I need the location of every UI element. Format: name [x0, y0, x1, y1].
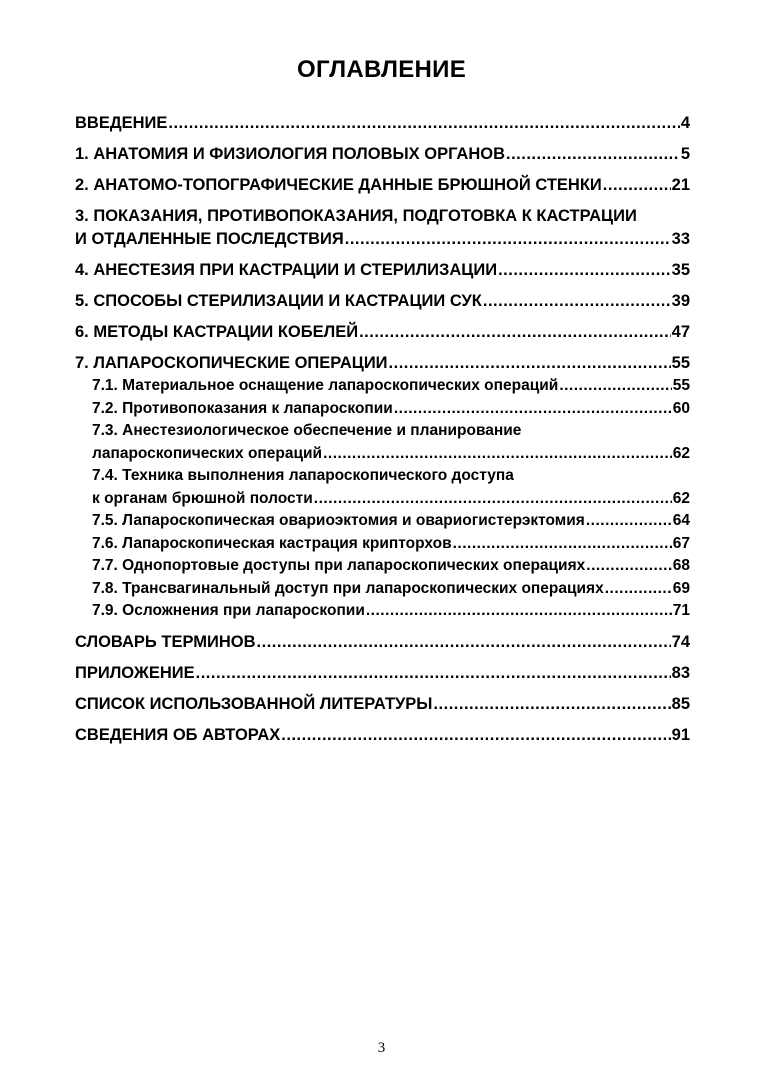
subentry-title: лапароскопических операций [92, 444, 323, 462]
toc-entry-chapter-1[interactable] [75, 143, 690, 166]
toc-entry-chapter-4[interactable] [75, 259, 690, 282]
subentry-page: 62 [672, 489, 690, 507]
entry-page: 35 [671, 261, 690, 279]
entry-title: 4. АНЕСТЕЗИЯ ПРИ КАСТРАЦИИ И СТЕРИЛИЗАЦИИ [75, 261, 498, 279]
subentry-title: 7.5. Лапароскопическая овариоэктомия и овариогистерэктомия [92, 512, 585, 529]
toc-subentry-7-7[interactable] [92, 555, 690, 578]
toc-subentry-7-2[interactable] [92, 398, 690, 421]
entry-page: 74 [671, 632, 690, 651]
toc-entry-chapter-2[interactable] [75, 174, 690, 197]
entry-title: ПРИЛОЖЕНИЕ [75, 663, 195, 682]
toc-subentry-7-8[interactable] [92, 578, 690, 601]
subentry-page: 62 [672, 444, 690, 462]
subentry-title: к органам брюшной полости [92, 489, 313, 507]
toc-entry-references[interactable] [75, 693, 690, 716]
toc-subentry-7-9[interactable] [92, 600, 690, 623]
entry-title: 2. АНАТОМО-ТОПОГРАФИЧЕСКИЕ ДАННЫЕ БРЮШНОЙ СТЕНКИ [75, 176, 602, 194]
toc-subentry-7-4[interactable] [92, 465, 690, 510]
entry-page: 83 [671, 663, 690, 682]
entry-page: 47 [671, 323, 690, 341]
entry-page: 85 [671, 694, 690, 713]
toc-entry-authors[interactable] [75, 724, 690, 747]
toc-entry-chapter-3[interactable] [75, 205, 690, 251]
toc-entry-chapter-6[interactable] [75, 321, 690, 344]
subentry-title: 7.2. Противопоказания к лапароскопии [92, 399, 393, 417]
subentry-title: 7.9. Осложнения при лапароскопии [92, 602, 365, 619]
page-number: 3 [377, 1040, 386, 1056]
subentry-title: 7.8. Трансвагинальный доступ при лапароскопических операциях [92, 579, 604, 597]
entry-page: 33 [671, 230, 690, 248]
entry-page: 5 [680, 145, 690, 163]
entry-page: 4 [680, 114, 690, 132]
subentry-page: 68 [672, 557, 690, 574]
entry-title: СВЕДЕНИЯ ОБ АВТОРАХ [75, 725, 281, 744]
toc-subentry-7-6[interactable] [92, 533, 690, 556]
table-of-contents [75, 112, 690, 755]
entry-title: СЛОВАРЬ ТЕРМИНОВ [75, 632, 256, 651]
subentry-page: 60 [672, 399, 690, 417]
toc-entry-appendix[interactable] [75, 662, 690, 685]
entry-title: 7. ЛАПАРОСКОПИЧЕСКИЕ ОПЕРАЦИИ [75, 354, 388, 372]
subentry-title: 7.7. Однопортовые доступы при лапароскопических операциях [92, 557, 586, 574]
toc-entry-chapter-5[interactable] [75, 290, 690, 313]
toc-entry-introduction[interactable] [75, 112, 690, 135]
entry-title: 5. СПОСОБЫ СТЕРИЛИЗАЦИИ И КАСТРАЦИИ СУК [75, 292, 482, 310]
entry-page: 21 [671, 176, 690, 194]
subsection-list [75, 375, 690, 623]
entry-page: 39 [671, 292, 690, 310]
subentry-page: 55 [672, 377, 690, 394]
entry-title: 1. АНАТОМИЯ И ФИЗИОЛОГИЯ ПОЛОВЫХ ОРГАНОВ [75, 145, 505, 163]
entry-title: И ОТДАЛЕННЫЕ ПОСЛЕДСТВИЯ [75, 230, 344, 248]
toc-subentry-7-1[interactable] [92, 375, 690, 398]
subentry-page: 69 [672, 579, 690, 597]
entry-title: СПИСОК ИСПОЛЬЗОВАННОЙ ЛИТЕРАТУРЫ [75, 694, 433, 713]
toc-subentry-7-3[interactable] [92, 420, 690, 465]
entry-page: 55 [671, 354, 690, 372]
subentry-page: 71 [672, 602, 690, 619]
entry-title: ВВЕДЕНИЕ [75, 114, 168, 132]
entry-title: 6. МЕТОДЫ КАСТРАЦИИ КОБЕЛЕЙ [75, 323, 359, 341]
page-title: ОГЛАВЛЕНИЕ [296, 56, 467, 83]
subentry-title-line1: 7.3. Анестезиологическое обеспечение и планирование [92, 422, 522, 439]
entry-title-line1: 3. ПОКАЗАНИЯ, ПРОТИВОПОКАЗАНИЯ, ПОДГОТОВКА К КАСТРАЦИИ [75, 207, 637, 225]
toc-entry-glossary[interactable] [75, 631, 690, 654]
subentry-title: 7.1. Материальное оснащение лапароскопических операций [92, 377, 559, 394]
toc-entry-chapter-7[interactable] [75, 352, 690, 623]
subentry-page: 67 [672, 534, 690, 552]
subentry-title: 7.6. Лапароскопическая кастрация крипторхов [92, 534, 452, 552]
toc-subentry-7-5[interactable] [92, 510, 690, 533]
subentry-title-line1: 7.4. Техника выполнения лапароскопического доступа [92, 467, 514, 484]
subentry-page: 64 [672, 512, 690, 529]
entry-page: 91 [671, 725, 690, 744]
